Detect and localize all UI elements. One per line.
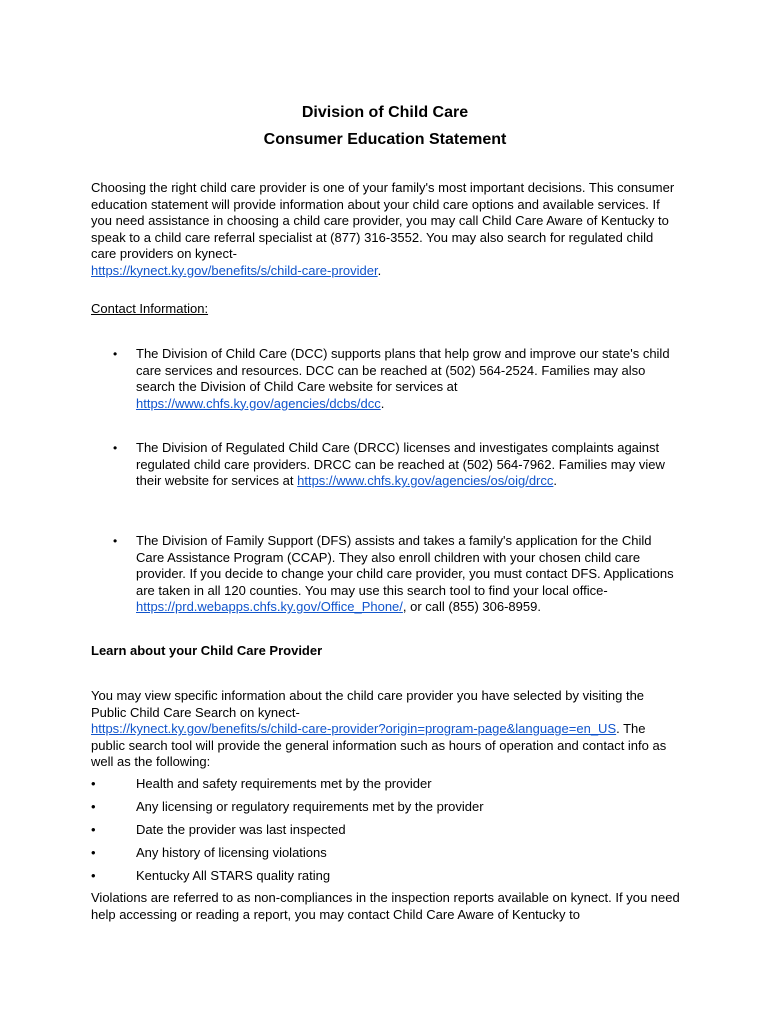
violations-paragraph: Violations are referred to as non-compliances in the inspection reports available on kynect. If you need help accessing or reading a report, you may contact Child Care Aware of Kentucky to <box>91 890 680 922</box>
list-item-text: Kentucky All STARS quality rating <box>136 868 331 883</box>
intro-paragraph <box>91 180 681 279</box>
bullet-icon: • <box>91 799 96 814</box>
bullet-dcc-text <box>136 346 681 412</box>
bullet-icon: • <box>113 534 118 548</box>
dcc-text: The Division of Child Care (DCC) supports plans that help grow and improve our state's child care services and resources. DCC can be reached at (502) 564-2524. Families may also search the Division of Child Care website for services at <box>136 346 670 394</box>
document-title <box>0 99 770 153</box>
bullet-icon: • <box>91 845 96 860</box>
list-item-text: Health and safety requirements met by the provider <box>136 776 432 791</box>
list-item-text: Any licensing or regulatory requirements met by the provider <box>136 799 484 814</box>
visit-text: You may view specific information about the child care provider you have selected by visiting the Public Child Care Search on kynect- <box>91 688 645 720</box>
intro-after: . <box>377 262 382 278</box>
contact-info-heading: Contact Information: <box>91 301 209 316</box>
title-line-2: Consumer Education Statement <box>263 131 507 148</box>
bullet-icon: • <box>91 776 96 791</box>
kynect-provider-link[interactable]: https://kynect.ky.gov/benefits/s/child-care-provider <box>91 262 378 278</box>
dfs-text: The Division of Family Support (DFS) assists and takes a family's application for the Child Care Assistance Program (CCAP). They also enroll children with your chosen child care provider. If you decide to change your child care provider, you must contact DFS. Applications are taken in all 120 counties. You may use this search tool to find your local office- <box>136 533 674 598</box>
bullet-icon: • <box>91 868 96 883</box>
dcc-link[interactable]: https://www.chfs.ky.gov/agencies/dcbs/dcc <box>136 395 381 411</box>
bullet-icon: • <box>113 441 118 455</box>
drcc-link[interactable]: https://www.chfs.ky.gov/agencies/os/oig/drcc <box>297 473 554 488</box>
list-item-text: Any history of licensing violations <box>136 845 327 860</box>
bullet-icon: • <box>91 822 96 837</box>
intro-text: Choosing the right child care provider is one of your family's most important decisions. This consumer education statement will provide information about your child care options and available services. If you need assistance in choosing a child care provider, you may call Child Care Aware of Kentucky to speak to a child care referral specialist at (877) 316-3552. You may also search for regulated child care providers on kynect- <box>91 180 675 261</box>
title-line-1: Division of Child Care <box>301 104 469 121</box>
bullet-icon: • <box>113 347 118 361</box>
public-search-link[interactable]: https://kynect.ky.gov/benefits/s/child-care-provider?origin=program-page&language=en_US <box>91 721 617 736</box>
dfs-office-link[interactable]: https://prd.webapps.chfs.ky.gov/Office_Phone/ <box>136 599 403 614</box>
bullet-drcc-text <box>136 440 681 490</box>
drcc-after: . <box>553 473 558 488</box>
dfs-after: , or call (855) 306-8959. <box>402 599 541 614</box>
dcc-after: . <box>380 395 385 411</box>
visit-after: . The public search tool will provide the general information such as hours of operation and contact info as well as the following: <box>91 721 667 769</box>
bullet-dfs-text <box>136 533 681 616</box>
list-item-text: Date the provider was last inspected <box>136 822 346 837</box>
visit-paragraph <box>91 688 681 771</box>
drcc-text: The Division of Regulated Child Care (DRCC) licenses and investigates complaints against regulated child care providers. DRCC can be reached at (502) 564-7962. Families may view their website for services at <box>136 440 665 488</box>
learn-heading: Learn about your Child Care Provider <box>91 643 323 658</box>
